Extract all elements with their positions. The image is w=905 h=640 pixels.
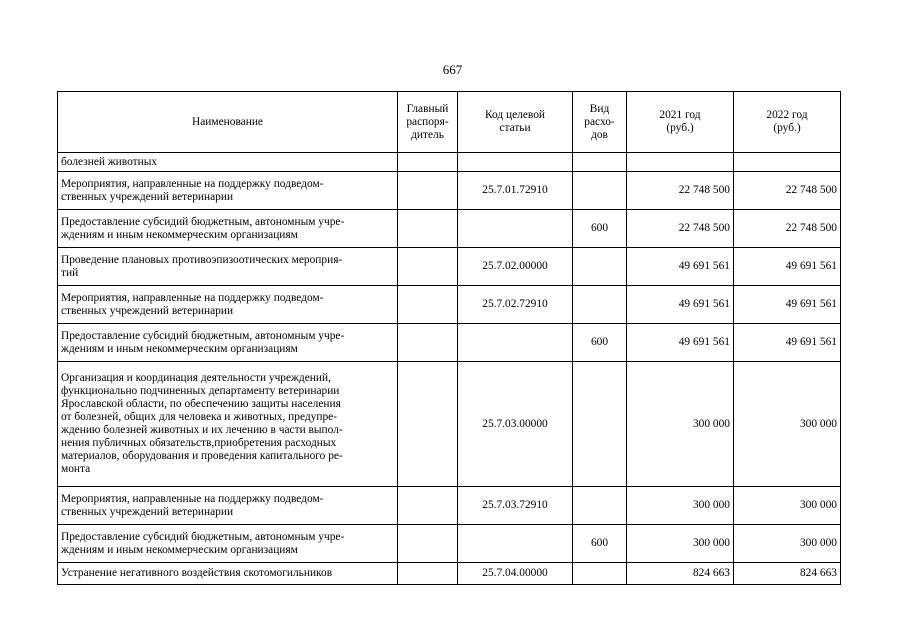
cell-2021: 300 000	[627, 487, 734, 525]
cell-2022: 824 663	[734, 563, 841, 585]
header-type: Вид расхо- дов	[573, 92, 627, 153]
cell-2022: 300 000	[734, 487, 841, 525]
cell-type	[573, 362, 627, 487]
page-number: 667	[442, 62, 463, 77]
cell-admin	[398, 210, 458, 248]
cell-code	[458, 210, 573, 248]
header-2021: 2021 год (руб.)	[627, 92, 734, 153]
cell-name: Мероприятия, направленные на поддержку подведом- ственных учреждений ветеринарии	[58, 487, 398, 525]
cell-2022: 49 691 561	[734, 324, 841, 362]
cell-type: 600	[573, 525, 627, 563]
cell-2021: 300 000	[627, 362, 734, 487]
cell-2021: 49 691 561	[627, 248, 734, 286]
cell-name: Проведение плановых противоэпизоотических мероприя- тий	[58, 248, 398, 286]
cell-2021: 49 691 561	[627, 324, 734, 362]
header-code: Код целевой статьи	[458, 92, 573, 153]
cell-name: Устранение негативного воздействия скотомогильников	[58, 563, 398, 585]
cell-type: 600	[573, 324, 627, 362]
header-name: Наименование	[58, 92, 398, 153]
cell-code	[458, 153, 573, 172]
cell-admin	[398, 487, 458, 525]
cell-2022: 300 000	[734, 362, 841, 487]
cell-admin	[398, 563, 458, 585]
table-row	[58, 210, 841, 248]
cell-code	[458, 525, 573, 563]
table-row	[58, 286, 841, 324]
cell-admin	[398, 362, 458, 487]
cell-admin	[398, 248, 458, 286]
cell-2021: 300 000	[627, 525, 734, 563]
cell-2022	[734, 153, 841, 172]
cell-name: Предоставление субсидий бюджетным, автономным учре- ждениям и иным некоммерческим организациям	[58, 210, 398, 248]
cell-name: Предоставление субсидий бюджетным, автономным учре- ждениям и иным некоммерческим организациям	[58, 324, 398, 362]
cell-name: Предоставление субсидий бюджетным, автономным учре- ждениям и иным некоммерческим организациям	[58, 525, 398, 563]
cell-2021: 49 691 561	[627, 286, 734, 324]
cell-admin	[398, 153, 458, 172]
cell-2021: 22 748 500	[627, 172, 734, 210]
cell-code: 25.7.02.00000	[458, 248, 573, 286]
cell-2022: 49 691 561	[734, 286, 841, 324]
cell-name: болезней животных	[58, 153, 398, 172]
cell-code: 25.7.02.72910	[458, 286, 573, 324]
table-body	[58, 153, 841, 585]
table-row	[58, 525, 841, 563]
cell-admin	[398, 286, 458, 324]
header-2022: 2022 год (руб.)	[734, 92, 841, 153]
cell-code: 25.7.01.72910	[458, 172, 573, 210]
cell-admin	[398, 172, 458, 210]
table-row	[58, 324, 841, 362]
cell-2022: 22 748 500	[734, 172, 841, 210]
cell-2021	[627, 153, 734, 172]
table-row	[58, 563, 841, 585]
cell-name: Мероприятия, направленные на поддержку подведом- ственных учреждений ветеринарии	[58, 286, 398, 324]
cell-type	[573, 248, 627, 286]
cell-2022: 300 000	[734, 525, 841, 563]
cell-2022: 22 748 500	[734, 210, 841, 248]
cell-code: 25.7.04.00000	[458, 563, 573, 585]
cell-type	[573, 153, 627, 172]
budget-table	[57, 91, 841, 585]
cell-admin	[398, 324, 458, 362]
table-row	[58, 362, 841, 487]
table-row	[58, 172, 841, 210]
table-row	[58, 153, 841, 172]
cell-2021: 824 663	[627, 563, 734, 585]
cell-name: Организация и координация деятельности учреждений, функционально подчиненных департаменту ветеринарии Ярославской области, по обеспечению защиты населения от болезней, общих для человека и животных, предупре- ждению болезней животных и их лечению в части выпол- нения публичных обязательств,приобретения расходных материалов, оборудования и проведения капитального ре- монта	[58, 362, 398, 487]
cell-admin	[398, 525, 458, 563]
cell-2021: 22 748 500	[627, 210, 734, 248]
cell-code: 25.7.03.72910	[458, 487, 573, 525]
cell-code	[458, 324, 573, 362]
table-header	[58, 92, 841, 153]
cell-type	[573, 172, 627, 210]
cell-type: 600	[573, 210, 627, 248]
table-row	[58, 487, 841, 525]
cell-code: 25.7.03.00000	[458, 362, 573, 487]
cell-type	[573, 487, 627, 525]
cell-name: Мероприятия, направленные на поддержку подведом- ственных учреждений ветеринарии	[58, 172, 398, 210]
cell-type	[573, 563, 627, 585]
cell-type	[573, 286, 627, 324]
table-row	[58, 248, 841, 286]
cell-2022: 49 691 561	[734, 248, 841, 286]
header-admin: Главный распоря- дитель	[398, 92, 458, 153]
